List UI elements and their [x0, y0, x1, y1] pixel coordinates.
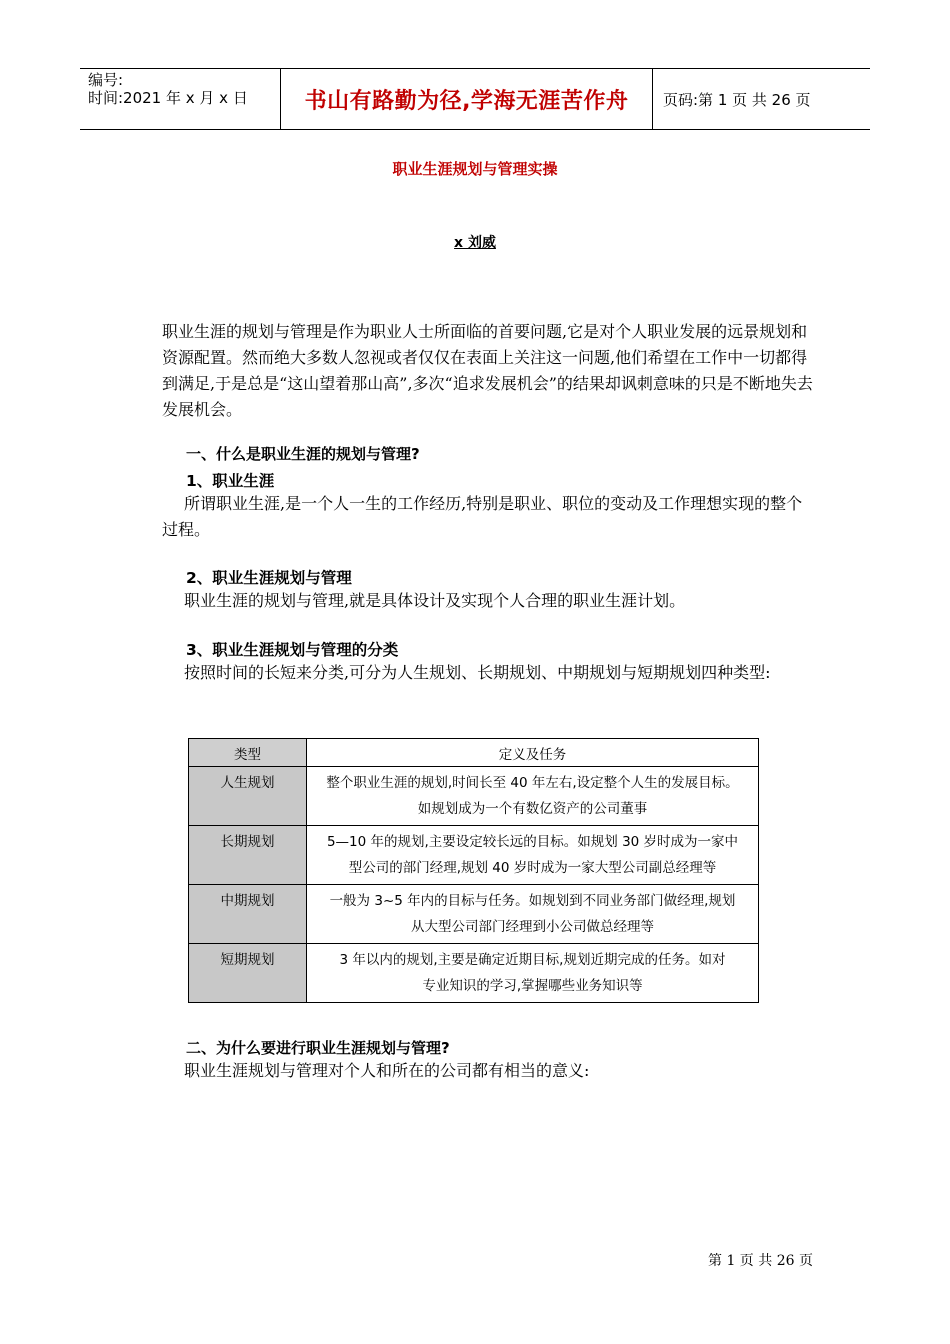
- header-meta: [80, 69, 281, 129]
- table-cell-type: 长期规划: [189, 826, 307, 885]
- table-cell-desc: [307, 885, 759, 944]
- section1-heading: 一、什么是职业生涯的规划与管理?: [186, 445, 420, 463]
- section1-3-heading: 3、职业生涯规划与管理的分类: [186, 641, 399, 659]
- desc-line: 如规划成为一个有数亿资产的公司董事: [417, 801, 648, 817]
- header-motto: 书山有路勤为径,学海无涯苦作舟: [281, 69, 653, 129]
- table-header-row: [189, 739, 759, 767]
- intro-paragraph: 职业生涯的规划与管理是作为职业人士所面临的首要问题,它是对个人职业发展的远景规划和资源配置。然而绝大多数人忽视或者仅仅在表面上关注这一问题,他们希望在工作中一切都得到满足,于是总是“这山望着那山高”,多次“追求发展机会”的结果却讽刺意味的只是不断地失去发展机会。: [162, 322, 813, 419]
- table-cell-type: 中期规划: [189, 885, 307, 944]
- desc-line: 整个职业生涯的规划,时间长至 40 年左右,设定整个人生的发展目标。: [326, 775, 739, 791]
- desc-line: 一般为 3~5 年内的目标与任务。如规划到不同业务部门做经理,规划: [329, 893, 736, 909]
- section2-text: 职业生涯规划与管理对个人和所在的公司都有相当的意义:: [184, 1061, 590, 1080]
- table-cell-desc: [307, 767, 759, 826]
- desc-line: 型公司的部门经理,规划 40 岁时成为一家大型公司副总经理等: [348, 860, 717, 876]
- table-cell-type: 人生规划: [189, 767, 307, 826]
- desc-line: 专业知识的学习,掌握哪些业务知识等: [422, 978, 643, 994]
- section1-1-heading: 1、职业生涯: [186, 472, 275, 490]
- document-author: x 刘威: [454, 235, 496, 251]
- number-label: 编号:: [88, 71, 124, 89]
- table-row: [189, 767, 759, 826]
- section1-1-text: 所谓职业生涯,是一个人一生的工作经历,特别是职业、职位的变动及工作理想实现的整个过程。: [162, 494, 803, 539]
- header-page-info: 页码:第 1 页 共 26 页: [663, 90, 811, 109]
- section2-heading: 二、为什么要进行职业生涯规划与管理?: [186, 1039, 450, 1057]
- table-header-type: 类型: [189, 739, 307, 767]
- table-row: [189, 944, 759, 1003]
- time-label: 时间:2021 年 x 月 x 日: [88, 89, 248, 107]
- desc-line: 3 年以内的规划,主要是确定近期目标,规划近期完成的任务。如对: [339, 952, 726, 968]
- page-footer: 第 1 页 共 26 页: [708, 1253, 813, 1269]
- table-header-definition: 定义及任务: [307, 739, 759, 767]
- section1-2-heading: 2、职业生涯规划与管理: [186, 569, 352, 587]
- table-cell-desc: [307, 826, 759, 885]
- planning-types-table: [188, 738, 759, 1003]
- table-row: [189, 885, 759, 944]
- desc-line: 5—10 年的规划,主要设定较长远的目标。如规划 30 岁时成为一家中: [326, 834, 739, 850]
- page-header: [80, 68, 870, 130]
- desc-line: 从大型公司部门经理到小公司做总经理等: [411, 919, 654, 935]
- table-cell-type: 短期规划: [189, 944, 307, 1003]
- table-row: [189, 826, 759, 885]
- table-cell-desc: [307, 944, 759, 1003]
- section1-3-text: 按照时间的长短来分类,可分为人生规划、长期规划、中期规划与短期规划四种类型:: [184, 663, 771, 682]
- document-title: 职业生涯规划与管理实操: [392, 160, 558, 178]
- section1-2-text: 职业生涯的规划与管理,就是具体设计及实现个人合理的职业生涯计划。: [184, 591, 686, 610]
